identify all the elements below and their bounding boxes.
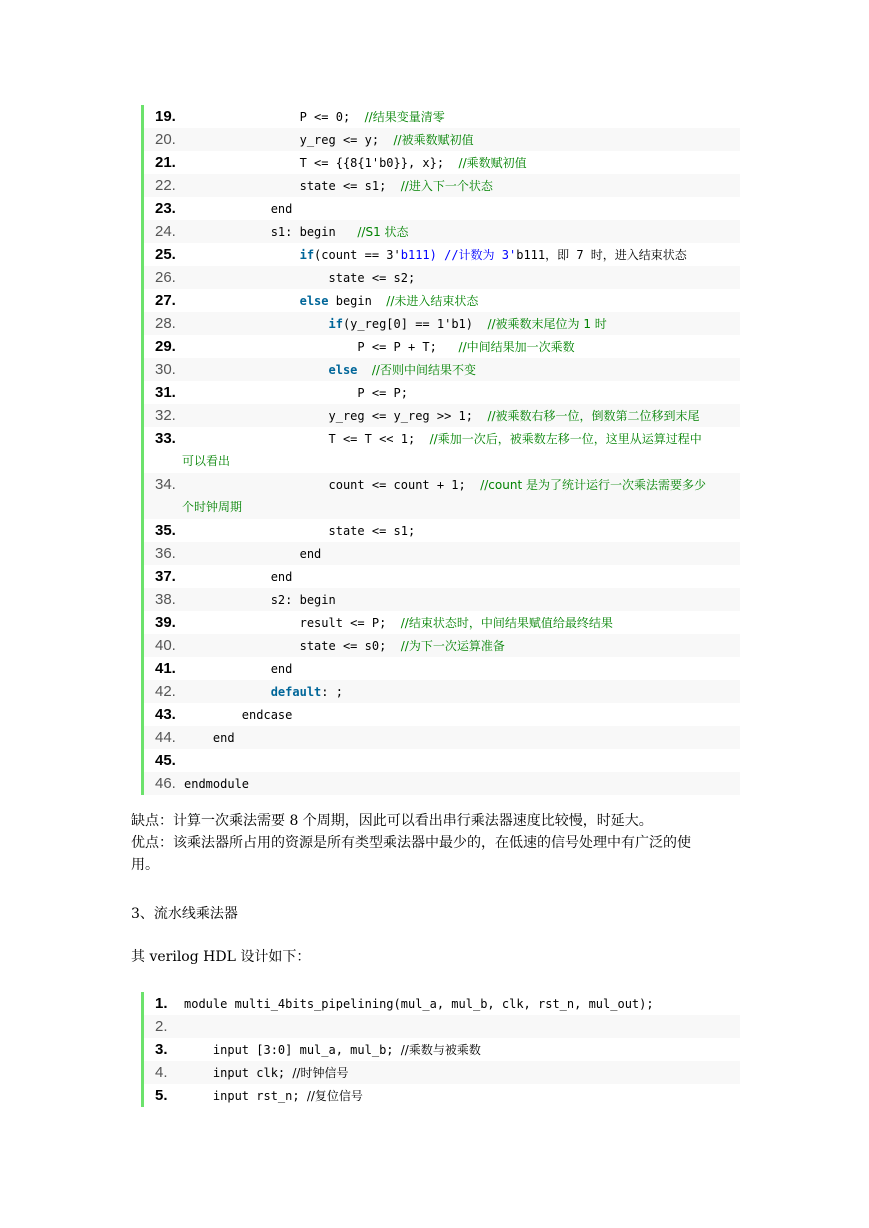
code-line — [144, 542, 740, 565]
code-line — [144, 680, 740, 703]
code-line — [144, 404, 740, 427]
code-line — [144, 289, 740, 312]
line-number: 1. — [155, 995, 168, 1012]
code-comment: //结束状态时，中间结果赋值给最终结果 — [400, 616, 613, 630]
code-text: y_reg <= y_reg >> 1; //被乘数右移一位，倒数第二位移到末尾 — [184, 409, 700, 423]
code-comment: //被乘数赋初值 — [393, 133, 474, 147]
code-comment: //乘数与被乘数 — [400, 1043, 481, 1057]
line-number: 31. — [155, 384, 176, 401]
code-line — [144, 381, 740, 404]
code-literal: b111) //计数为 3' — [400, 248, 517, 262]
code-text: state <= s1; — [184, 524, 416, 538]
code-text: y_reg <= y; //被乘数赋初值 — [184, 133, 474, 147]
code-text: P <= P + T; //中间结果加一次乘数 — [184, 340, 575, 354]
code-comment: //为下一次运算准备 — [400, 639, 505, 653]
code-line — [144, 519, 740, 542]
line-number: 28. — [155, 315, 176, 332]
code-text: T <= {{8{1'b0}}, x}; //乘数赋初值 — [184, 156, 527, 170]
code-comment: //被乘数末尾位为 1 时 — [487, 317, 607, 331]
code-line — [144, 335, 740, 358]
pros-line-1: 优点：该乘法器所占用的资源是所有类型乘法器中最少的，在低速的信号处理中有广泛的使 — [131, 835, 691, 851]
code-line — [144, 772, 740, 795]
code-text: input rst_n; //复位信号 — [184, 1089, 363, 1103]
code-text — [184, 362, 740, 378]
cons-paragraph: 缺点：计算一次乘法需要 8 个周期，因此可以看出串行乘法器速度比较慢，时延大。 — [131, 813, 653, 829]
line-number: 45. — [155, 752, 176, 769]
code-text: state <= s1; //进入下一个状态 — [184, 179, 493, 193]
code-text: else begin //未进入结束状态 — [299, 294, 479, 308]
code-block-serial-multiplier — [141, 105, 740, 795]
line-number: 21. — [155, 154, 176, 171]
code-keyword: else — [299, 294, 329, 308]
code-line — [144, 657, 740, 680]
line-number: 22. — [155, 177, 176, 194]
code-text: input clk; //时钟信号 — [184, 1066, 349, 1080]
code-text: s1: begin //S1 状态 — [184, 225, 409, 239]
code-keyword: else — [328, 363, 358, 377]
code-text: P <= 0; //结果变量清零 — [184, 110, 445, 124]
line-number: 27. — [155, 292, 176, 309]
code-line — [144, 992, 740, 1015]
code-text: end — [184, 547, 322, 561]
code-text: endmodule — [184, 777, 250, 791]
line-number: 23. — [155, 200, 176, 217]
pros-paragraph — [131, 832, 741, 876]
line-number: 41. — [155, 660, 176, 677]
code-line — [144, 473, 740, 519]
code-comment: //被乘数右移一位，倒数第二位移到末尾 — [487, 409, 700, 423]
code-text: end — [184, 731, 235, 745]
code-text: count <= count + 1; //count 是为了统计运行一次乘法需要多少 — [184, 478, 706, 492]
code-text: P <= P; — [184, 386, 408, 400]
code-line — [144, 174, 740, 197]
code-text: result <= P; //结束状态时，中间结果赋值给最终结果 — [184, 616, 613, 630]
line-number: 32. — [155, 407, 176, 424]
code-text: T <= T << 1; //乘加一次后，被乘数左移一位，这里从运算过程中 — [184, 432, 702, 446]
line-number: 29. — [155, 338, 176, 355]
code-text: module multi_4bits_pipelining(mul_a, mul_b, clk, rst_n, mul_out); — [184, 997, 654, 1011]
line-number: 4. — [155, 1064, 168, 1081]
code-line — [144, 726, 740, 749]
code-text: default: ; — [270, 685, 343, 699]
code-line — [144, 1038, 740, 1061]
code-text: end — [184, 570, 293, 584]
line-number: 2. — [155, 1018, 168, 1035]
line-number: 3. — [155, 1041, 168, 1058]
line-number: 34. — [155, 476, 176, 493]
line-number: 36. — [155, 545, 176, 562]
code-comment: //时钟信号 — [292, 1066, 349, 1080]
line-number: 26. — [155, 269, 176, 286]
line-number: 5. — [155, 1087, 168, 1104]
code-line — [144, 749, 740, 772]
line-number: 46. — [155, 775, 176, 792]
code-line — [144, 1015, 740, 1038]
line-number: 37. — [155, 568, 176, 585]
section-heading: 3、流水线乘法器 — [131, 906, 238, 922]
line-number: 38. — [155, 591, 176, 608]
code-text: if(count == 3'b111) //计数为 3'b111，即 7 时，进入结束状态 — [299, 248, 687, 262]
line-number: 20. — [155, 131, 176, 148]
code-line — [144, 427, 740, 473]
code-line — [144, 634, 740, 657]
line-number: 39. — [155, 614, 176, 631]
line-number: 24. — [155, 223, 176, 240]
code-line — [144, 220, 740, 243]
code-comment: //未进入结束状态 — [386, 294, 479, 308]
code-comment: //乘数赋初值 — [458, 156, 527, 170]
code-text: end — [184, 202, 293, 216]
code-comment: //否则中间结果不变 — [371, 363, 476, 377]
code-keyword: if — [328, 317, 343, 331]
line-number: 19. — [155, 108, 176, 125]
code-text: state <= s2; — [184, 271, 416, 285]
code-text: end — [184, 662, 293, 676]
code-line — [144, 588, 740, 611]
code-comment-continuation: 可以看出 — [182, 454, 231, 468]
code-keyword: default — [270, 685, 322, 699]
line-number: 40. — [155, 637, 176, 654]
code-line — [144, 565, 740, 588]
line-number: 30. — [155, 361, 176, 378]
code-line — [144, 1061, 740, 1084]
code-text: s2: begin — [184, 593, 336, 607]
code-block-pipelined-multiplier — [141, 992, 740, 1107]
line-number: 44. — [155, 729, 176, 746]
intro-paragraph: 其 verilog HDL 设计如下： — [131, 949, 311, 965]
code-comment-continuation: 个时钟周期 — [182, 500, 243, 514]
code-comment: //复位信号 — [306, 1089, 363, 1103]
code-line — [144, 703, 740, 726]
code-line — [144, 358, 740, 381]
line-number: 25. — [155, 246, 176, 263]
line-number: 35. — [155, 522, 176, 539]
code-line — [144, 105, 740, 128]
pros-line-2: 用。 — [131, 857, 159, 873]
line-number: 43. — [155, 706, 176, 723]
code-text: input [3:0] mul_a, mul_b; //乘数与被乘数 — [184, 1043, 481, 1057]
code-line — [144, 266, 740, 289]
code-keyword: if — [299, 248, 315, 262]
code-line — [144, 128, 740, 151]
code-text: if(y_reg[0] == 1'b1) //被乘数末尾位为 1 时 — [328, 317, 607, 331]
code-line — [144, 611, 740, 634]
code-line — [144, 312, 740, 335]
code-comment: //结果变量清零 — [364, 110, 445, 124]
code-line — [144, 197, 740, 220]
line-number: 33. — [155, 430, 176, 447]
code-comment: //进入下一个状态 — [400, 179, 493, 193]
code-line — [144, 151, 740, 174]
code-text: endcase — [184, 708, 293, 722]
code-comment: //乘加一次后，被乘数左移一位，这里从运算过程中 — [429, 432, 702, 446]
code-comment: //S1 状态 — [357, 225, 409, 239]
line-number: 42. — [155, 683, 176, 700]
code-comment: //中间结果加一次乘数 — [458, 340, 575, 354]
code-text: state <= s0; //为下一次运算准备 — [184, 639, 505, 653]
code-line — [144, 1084, 740, 1107]
code-comment: //count 是为了统计运行一次乘法需要多少 — [480, 478, 706, 492]
code-line — [144, 243, 740, 266]
